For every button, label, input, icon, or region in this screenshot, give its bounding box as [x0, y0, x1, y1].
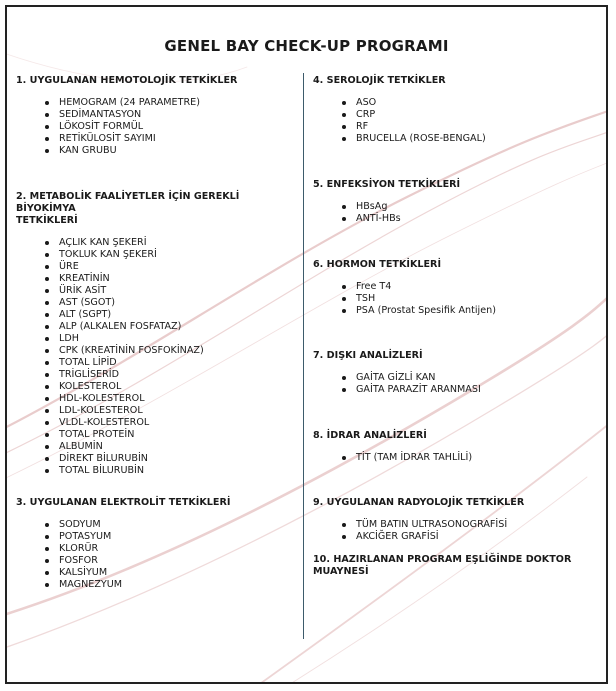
- item-list: [342, 452, 603, 464]
- list-item: GAİTA PARAZİT ARANMASI: [342, 384, 603, 396]
- item-list: [342, 372, 603, 396]
- list-item: ANTİ-HBs: [342, 213, 603, 225]
- list-item: RETİKÜLOSİT SAYIMI: [45, 133, 296, 145]
- heading-line: 2. METABOLİK FAALİYETLER İÇİN GEREKLİ BİYOKİMYA: [16, 191, 240, 214]
- list-item: AST (SGOT): [45, 297, 296, 309]
- item-list: [342, 201, 603, 225]
- item-list: [45, 519, 296, 591]
- list-item: ASO: [342, 97, 603, 109]
- section-heading: 7. DIŞKI ANALİZLERİ: [313, 350, 423, 361]
- heading-line: TETKİKLERİ: [16, 215, 78, 226]
- document-frame: [5, 5, 608, 684]
- list-item: TRİGLİSERİD: [45, 369, 296, 381]
- list-item: ÜRİK ASİT: [45, 285, 296, 297]
- list-item: KREATİNİN: [45, 273, 296, 285]
- list-item: LDL-KOLESTEROL: [45, 405, 296, 417]
- list-item: KAN GRUBU: [45, 145, 296, 157]
- list-item: BRUCELLA (ROSE-BENGAL): [342, 133, 603, 145]
- list-item: FOSFOR: [45, 555, 296, 567]
- item-list: [45, 237, 296, 477]
- page-title: GENEL BAY CHECK-UP PROGRAMI: [164, 37, 449, 55]
- section-heading: 9. UYGULANAN RADYOLOJİK TETKİKLER: [313, 497, 525, 508]
- section-infection: [313, 179, 603, 225]
- section-electrolytes: [16, 497, 296, 591]
- section-heading: 6. HORMON TETKİKLERİ: [313, 259, 442, 270]
- item-list: [342, 97, 603, 145]
- list-item: TSH: [342, 293, 603, 305]
- list-item: KALSİYUM: [45, 567, 296, 579]
- section-hematology: [16, 75, 296, 157]
- section-heading: 8. İDRAR ANALİZLERİ: [313, 430, 427, 441]
- list-item: TOTAL PROTEİN: [45, 429, 296, 441]
- list-item: TOTAL LİPİD: [45, 357, 296, 369]
- list-item: DİREKT BİLURUBİN: [45, 453, 296, 465]
- section-stool: [313, 350, 603, 396]
- list-item: TOTAL BİLURUBİN: [45, 465, 296, 477]
- list-item: HBsAg: [342, 201, 603, 213]
- list-item: SODYUM: [45, 519, 296, 531]
- section-urine: [313, 430, 603, 464]
- section-heading: [16, 191, 296, 227]
- list-item: ALBUMİN: [45, 441, 296, 453]
- list-item: TİT (TAM İDRAR TAHLİLİ): [342, 452, 603, 464]
- list-item: POTASYUM: [45, 531, 296, 543]
- section-serology: [313, 75, 603, 145]
- list-item: AÇLIK KAN ŞEKERİ: [45, 237, 296, 249]
- list-item: AKCİĞER GRAFİSİ: [342, 531, 603, 543]
- list-item: CRP: [342, 109, 603, 121]
- section-heading: 1. UYGULANAN HEMOTOLOJİK TETKİKLER: [16, 75, 238, 86]
- item-list: [342, 281, 603, 317]
- list-item: MAGNEZYUM: [45, 579, 296, 591]
- list-item: KOLESTEROL: [45, 381, 296, 393]
- list-item: LÖKOSİT FORMÜL: [45, 121, 296, 133]
- list-item: SEDİMANTASYON: [45, 109, 296, 121]
- section-radiology: [313, 497, 603, 543]
- list-item: ÜRE: [45, 261, 296, 273]
- list-item: GAİTA GİZLİ KAN: [342, 372, 603, 384]
- section-heading: 3. UYGULANAN ELEKTROLİT TETKİKLERİ: [16, 497, 231, 508]
- list-item: HDL-KOLESTEROL: [45, 393, 296, 405]
- list-item: Free T4: [342, 281, 603, 293]
- item-list: [342, 519, 603, 543]
- list-item: ALP (ALKALEN FOSFATAZ): [45, 321, 296, 333]
- column-divider: [303, 73, 304, 639]
- list-item: LDH: [45, 333, 296, 345]
- section-heading: 5. ENFEKSİYON TETKİKLERİ: [313, 179, 461, 190]
- list-item: ALT (SGPT): [45, 309, 296, 321]
- section-doctor-exam: [313, 554, 603, 578]
- section-hormone: [313, 259, 603, 317]
- section-heading: 4. SEROLOJİK TETKİKLER: [313, 75, 446, 86]
- list-item: HEMOGRAM (24 PARAMETRE): [45, 97, 296, 109]
- item-list: [45, 97, 296, 157]
- list-item: VLDL-KOLESTEROL: [45, 417, 296, 429]
- list-item: TOKLUK KAN ŞEKERİ: [45, 249, 296, 261]
- list-item: CPK (KREATİNİN FOSFOKİNAZ): [45, 345, 296, 357]
- section-heading: 10. HAZIRLANAN PROGRAM EŞLİĞİNDE DOKTOR MUAYNESİ: [313, 554, 572, 577]
- list-item: RF: [342, 121, 603, 133]
- section-biochemistry: [16, 191, 296, 477]
- list-item: KLORÜR: [45, 543, 296, 555]
- list-item: PSA (Prostat Spesifik Antijen): [342, 305, 603, 317]
- list-item: TÜM BATIN ULTRASONOGRAFİSİ: [342, 519, 603, 531]
